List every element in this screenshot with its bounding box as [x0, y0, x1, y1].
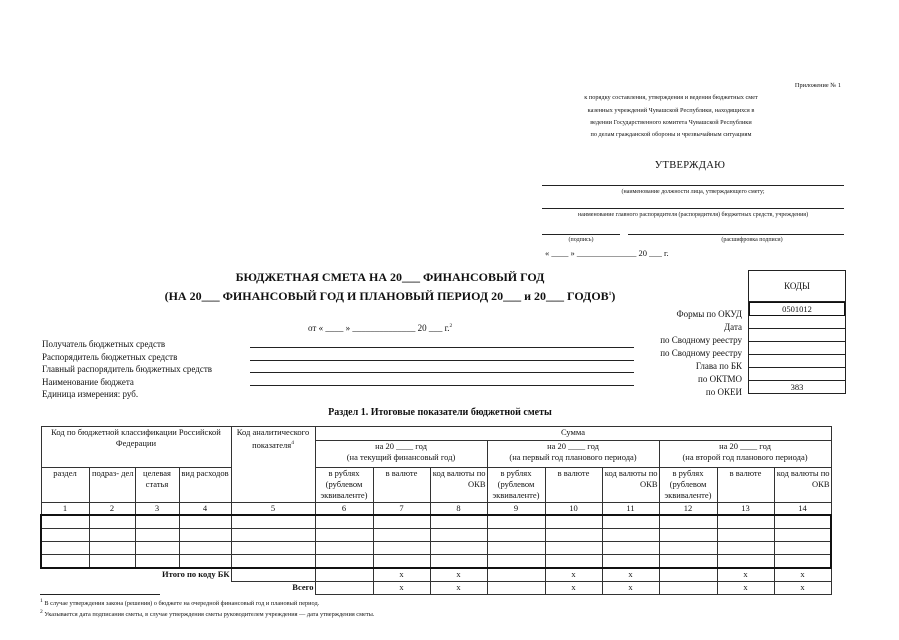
table-cell[interactable]	[135, 542, 179, 555]
sub-val: в валюте	[373, 468, 430, 503]
col-number: 8	[430, 503, 487, 516]
table-cell[interactable]	[602, 542, 659, 555]
code-okei-value[interactable]: 383	[790, 382, 804, 392]
table-cell[interactable]	[179, 515, 231, 529]
table-cell[interactable]	[659, 582, 717, 595]
table-cell[interactable]	[774, 555, 831, 569]
table-cell[interactable]	[487, 515, 545, 529]
table-cell[interactable]	[774, 542, 831, 555]
table-cell[interactable]	[430, 529, 487, 542]
subtitle-end: )	[611, 289, 616, 303]
footnote-text: В случае утверждения закона (решения) о бюджете на очередной финансовый год и плановый период.	[42, 600, 320, 608]
x-mark: x	[602, 582, 659, 595]
budget-table	[40, 426, 832, 595]
col-number: 7	[373, 503, 430, 516]
code-okud-value[interactable]: 0501012	[749, 302, 845, 316]
table-cell[interactable]	[41, 529, 89, 542]
table-cell[interactable]	[487, 582, 545, 595]
doc-date	[308, 323, 452, 333]
number-row	[41, 503, 831, 516]
header-sum: Сумма	[315, 427, 831, 441]
code-oktmo-value[interactable]	[749, 368, 845, 381]
table-cell[interactable]	[315, 568, 373, 582]
sub-val: в валюте	[717, 468, 774, 503]
x-mark: x	[717, 568, 774, 582]
table-cell[interactable]	[545, 515, 602, 529]
table-cell[interactable]	[717, 529, 774, 542]
footnote-ref: 4	[291, 440, 294, 446]
col-number: 6	[315, 503, 373, 516]
header-analytic-text: Код аналитического показателя	[236, 427, 310, 450]
sub-statya: целевая статья	[135, 468, 179, 503]
footnote-2	[40, 609, 374, 618]
fill-line	[250, 360, 634, 361]
footnote-ref: 2	[449, 323, 453, 329]
footnote-number: 2	[40, 609, 43, 615]
total-all-row	[41, 582, 831, 595]
year-label: на 20 ____ год	[375, 441, 427, 452]
x-mark: x	[430, 568, 487, 582]
table-cell[interactable]	[487, 568, 545, 582]
col-number: 9	[487, 503, 545, 516]
x-mark: x	[717, 582, 774, 595]
table-row	[41, 555, 831, 569]
table-cell[interactable]	[315, 515, 373, 529]
header-row	[41, 427, 831, 441]
col-number: 11	[602, 503, 659, 516]
table-cell[interactable]	[659, 568, 717, 582]
col-number: 2	[89, 503, 135, 516]
col-number: 3	[135, 503, 179, 516]
table-cell[interactable]	[659, 542, 717, 555]
table-cell[interactable]	[231, 529, 315, 542]
appendix-line: казенных учреждений Чувашской Республики, находящихся в	[587, 106, 755, 114]
table-cell[interactable]	[89, 515, 135, 529]
x-mark: x	[602, 568, 659, 582]
col-number: 14	[774, 503, 831, 516]
table-cell[interactable]	[602, 555, 659, 569]
table-cell[interactable]	[135, 529, 179, 542]
footnote-number: 1	[40, 598, 43, 604]
table-cell[interactable]	[487, 529, 545, 542]
code-label-registry: по Сводному реестру	[660, 335, 742, 345]
header-kbk: Код по бюджетной классификации Российской Федерации	[41, 427, 231, 468]
doc-title: БЮДЖЕТНАЯ СМЕТА НА 20___ ФИНАНСОВЫЙ ГОД	[235, 270, 545, 284]
header-analytic	[231, 427, 315, 503]
signature-line	[542, 234, 620, 235]
appendix-line: по делам гражданской обороны и чрезвычайным ситуациям	[590, 131, 752, 139]
year-sub: (на первый год планового периода)	[509, 452, 637, 463]
section-title: Раздел 1. Итоговые показатели бюджетной сметы	[328, 407, 552, 418]
decoding-line	[628, 234, 844, 235]
year-sub: (на текущий финансовый год)	[346, 452, 456, 463]
col-number: 12	[659, 503, 717, 516]
col-number: 5	[231, 503, 315, 516]
table-cell[interactable]	[774, 529, 831, 542]
table-cell[interactable]	[41, 542, 89, 555]
label-budget-name: Наименование бюджета	[42, 377, 134, 387]
position-line	[542, 185, 844, 186]
table-cell[interactable]	[89, 542, 135, 555]
doc-date-text: от « ____ » ______________ 20 ___ г.	[308, 323, 450, 333]
table-cell[interactable]	[659, 555, 717, 569]
fill-line	[250, 372, 634, 373]
table-cell[interactable]	[717, 555, 774, 569]
table-cell[interactable]	[373, 529, 430, 542]
table-cell[interactable]	[774, 515, 831, 529]
table-cell[interactable]	[41, 515, 89, 529]
x-mark: x	[373, 568, 430, 582]
footnote-1	[40, 598, 319, 607]
fill-line	[250, 347, 634, 348]
table-cell[interactable]	[231, 555, 315, 569]
table-row	[41, 529, 831, 542]
footnote-divider	[40, 594, 160, 595]
total-kbk-label: Итого по коду БК	[162, 569, 230, 579]
year-label: на 20 ____ год	[547, 441, 599, 452]
table-cell[interactable]	[315, 542, 373, 555]
header-year-second	[659, 441, 831, 468]
subheader-row	[41, 468, 831, 503]
sub-okv: код валюты по ОКВ	[430, 468, 487, 503]
col-number: 10	[545, 503, 602, 516]
col-number: 13	[717, 503, 774, 516]
sub-val: в валюте	[545, 468, 602, 503]
sub-podrazdel: подраз- дел	[89, 468, 135, 503]
code-bk-value[interactable]	[749, 355, 845, 368]
year-label: на 20 ____ год	[719, 441, 771, 452]
code-label-oktmo: по ОКТМО	[698, 374, 742, 384]
x-mark: x	[545, 582, 602, 595]
x-mark: x	[774, 568, 831, 582]
table-cell[interactable]	[545, 529, 602, 542]
total-kbk-row	[41, 568, 831, 582]
code-label-registry: по Сводному реестру	[660, 348, 742, 358]
code-label-date: Дата	[724, 322, 742, 332]
code-date-value[interactable]	[749, 316, 845, 329]
code-label-okud: Формы по ОКУД	[676, 309, 742, 319]
total-all-label: Всего	[292, 582, 314, 592]
appendix-line: к порядку составления, утверждения и ведения бюджетных смет	[584, 94, 758, 102]
label-unit: Единица измерения: руб.	[42, 389, 139, 399]
appendix-number: Приложение № 1	[794, 82, 841, 89]
x-mark: x	[373, 582, 430, 595]
col-number: 4	[179, 503, 231, 516]
table-cell[interactable]	[231, 515, 315, 529]
subtitle-text: (НА 20___ ФИНАНСОВЫЙ ГОД И ПЛАНОВЫЙ ПЕРИОД 20___ и 20___ ГОДОВ	[164, 289, 609, 303]
label-recipient: Получатель бюджетных средств	[42, 339, 166, 349]
table-cell[interactable]	[135, 555, 179, 569]
table-cell[interactable]	[179, 529, 231, 542]
table-cell[interactable]	[315, 555, 373, 569]
table-cell[interactable]	[487, 555, 545, 569]
doc-subtitle	[130, 289, 650, 304]
appendix-line: ведении Государственного комитета Чувашской Республики	[590, 118, 752, 126]
codes-header: КОДЫ	[749, 271, 845, 302]
footnote-text: Указывается дата подписания сметы, в случае утверждения сметы руководителем учреждения — дата утверждения сметы.	[42, 611, 375, 619]
x-mark: x	[774, 582, 831, 595]
signature-caption: (подпись)	[568, 237, 594, 243]
x-mark: x	[430, 582, 487, 595]
table-cell[interactable]	[602, 515, 659, 529]
manager-line	[542, 208, 844, 209]
manager-caption: наименование главного распорядителя (распорядителя) бюджетных средств, учреждения)	[577, 212, 809, 218]
approve-date: « ____ » ______________ 20 ___ г.	[545, 248, 669, 258]
table-cell[interactable]	[373, 542, 430, 555]
table-cell[interactable]	[373, 515, 430, 529]
table-cell[interactable]	[179, 542, 231, 555]
code-registry-value[interactable]	[749, 342, 845, 355]
fill-line	[250, 385, 634, 386]
table-cell[interactable]	[315, 582, 373, 595]
table-cell[interactable]	[179, 555, 231, 569]
code-label-okei: по ОКЕИ	[705, 387, 742, 397]
appendix-note	[501, 80, 841, 141]
table-cell[interactable]	[430, 542, 487, 555]
year-sub: (на второй год планового периода)	[682, 452, 808, 463]
sub-okv: код валюты по ОКВ	[602, 468, 659, 503]
label-main-distributor: Главный распорядитель бюджетных средств	[42, 364, 212, 374]
table-cell[interactable]	[430, 515, 487, 529]
sub-vid: вид расходов	[179, 468, 231, 503]
table-cell[interactable]	[545, 542, 602, 555]
table-cell[interactable]	[89, 555, 135, 569]
header-year-current	[315, 441, 487, 468]
position-caption: (наименование должности лица, утверждающего смету;	[621, 189, 765, 195]
approve-title: УТВЕРЖДАЮ	[654, 160, 726, 171]
code-label-bk: Глава по БК	[695, 361, 742, 371]
table-cell[interactable]	[545, 555, 602, 569]
table-cell[interactable]	[231, 568, 315, 582]
table-cell[interactable]	[659, 515, 717, 529]
codes-box	[748, 270, 846, 394]
sub-rub: в рублях (рублевом эквиваленте)	[315, 468, 373, 503]
sub-rub: в рублях (рублевом эквиваленте)	[659, 468, 717, 503]
table-cell[interactable]	[602, 529, 659, 542]
table-cell[interactable]	[373, 555, 430, 569]
sub-rub: в рублях (рублевом эквиваленте)	[487, 468, 545, 503]
x-mark: x	[545, 568, 602, 582]
table-cell[interactable]	[89, 529, 135, 542]
table-row	[41, 515, 831, 529]
sub-okv: код валюты по ОКВ	[774, 468, 831, 503]
footnote-ref: 1	[608, 291, 612, 297]
col-number: 1	[41, 503, 89, 516]
table-cell[interactable]	[430, 555, 487, 569]
header-year-first	[487, 441, 659, 468]
decoding-caption: (расшифровка подписи)	[721, 237, 783, 243]
sub-razdel: раздел	[41, 468, 89, 503]
table-cell[interactable]	[41, 555, 89, 569]
table-row	[41, 542, 831, 555]
table-cell[interactable]	[659, 529, 717, 542]
label-distributor: Распорядитель бюджетных средств	[42, 352, 178, 362]
table-cell[interactable]	[135, 515, 179, 529]
table-cell[interactable]	[717, 542, 774, 555]
table-cell[interactable]	[231, 542, 315, 555]
table-cell[interactable]	[487, 542, 545, 555]
table-cell[interactable]	[717, 515, 774, 529]
table-cell[interactable]	[315, 529, 373, 542]
code-registry-value[interactable]	[749, 329, 845, 342]
